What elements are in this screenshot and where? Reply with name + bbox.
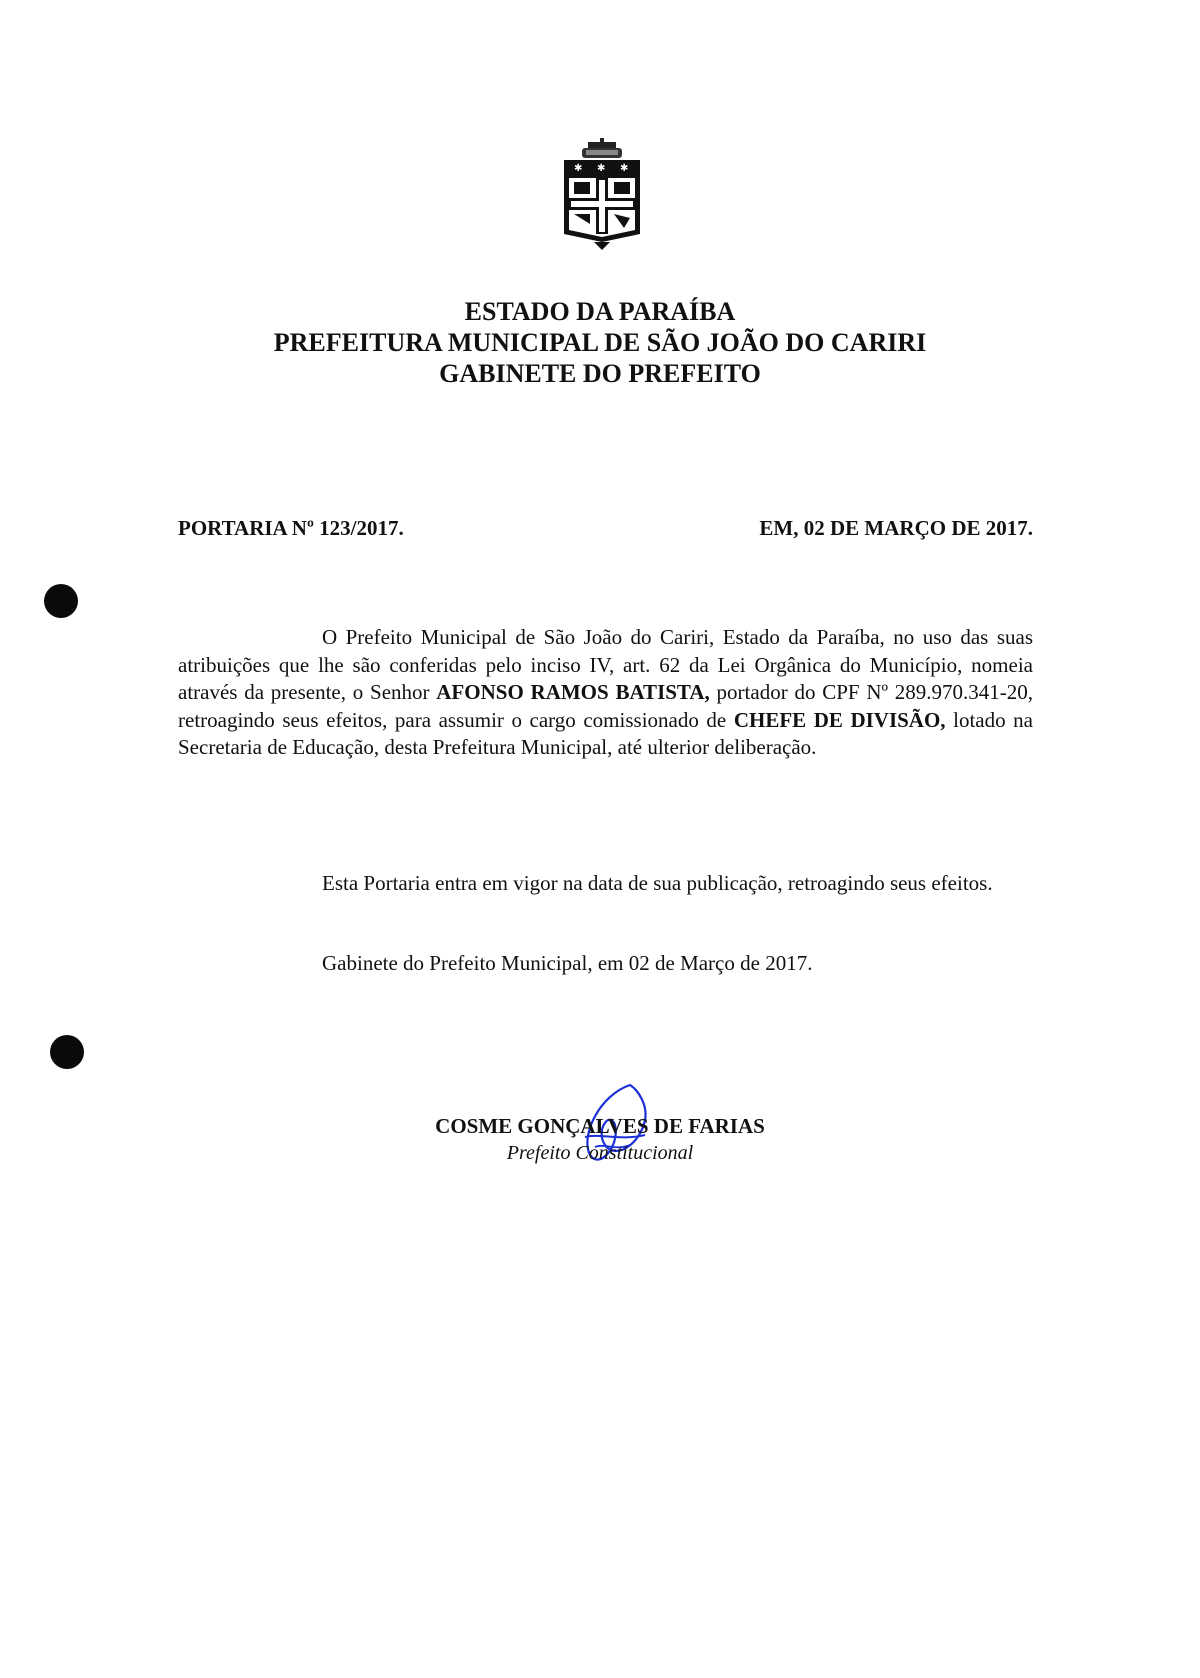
paragraph-text: Esta Portaria entra em vigor na data de sua publicação, retroagindo seus efeitos. xyxy=(322,871,993,895)
paragraph-text: lotado na Secretaria de Educação, desta Prefeitura Municipal, até ulterior deliberação. xyxy=(178,707,1034,759)
portaria-date: EM, 02 DE MARÇO DE 2017. xyxy=(759,516,1033,540)
portaria-number: PORTARIA Nº 123/2017. xyxy=(178,516,404,540)
svg-text:✱: ✱ xyxy=(574,163,583,174)
header-cabinet: GABINETE DO PREFEITO xyxy=(439,359,761,388)
paragraph-nomination xyxy=(178,624,1033,762)
paragraph-text: O Prefeito Municipal de São João do Cariri, Estado da Paraíba, no uso das suas atribuições que lhe são conferidas pelo inciso IV, art. 62 da Lei Orgânica do Município, nomeia através da presente, o Senhor xyxy=(178,625,1033,704)
paragraph-effect xyxy=(178,870,1033,898)
header-state: ESTADO DA PARAÍBA xyxy=(464,297,736,326)
paragraph-text: portador do CPF Nº 289.970.341-20, retroagindo seus efeitos, para assumir o cargo comissionado de xyxy=(178,680,1033,732)
paragraph-text: Gabinete do Prefeito Municipal, em 02 de Março de 2017. xyxy=(322,951,813,975)
paragraph-closing xyxy=(178,950,1033,978)
appointed-role: CHEFE DE DIVISÃO, xyxy=(733,707,946,732)
coat-of-arms-icon xyxy=(560,138,644,258)
appointee-name: AFONSO RAMOS BATISTA, xyxy=(436,680,710,704)
signatory-title: Prefeito Constitucional xyxy=(506,1142,694,1164)
punch-hole-bottom xyxy=(50,1035,84,1069)
header-prefecture: PREFEITURA MUNICIPAL DE SÃO JOÃO DO CARIRI xyxy=(273,328,927,357)
punch-hole-top xyxy=(44,584,78,618)
svg-text:✱: ✱ xyxy=(597,163,606,174)
signatory-name: COSME GONÇALVES DE FARIAS xyxy=(435,1114,765,1138)
svg-text:✱: ✱ xyxy=(620,163,629,174)
